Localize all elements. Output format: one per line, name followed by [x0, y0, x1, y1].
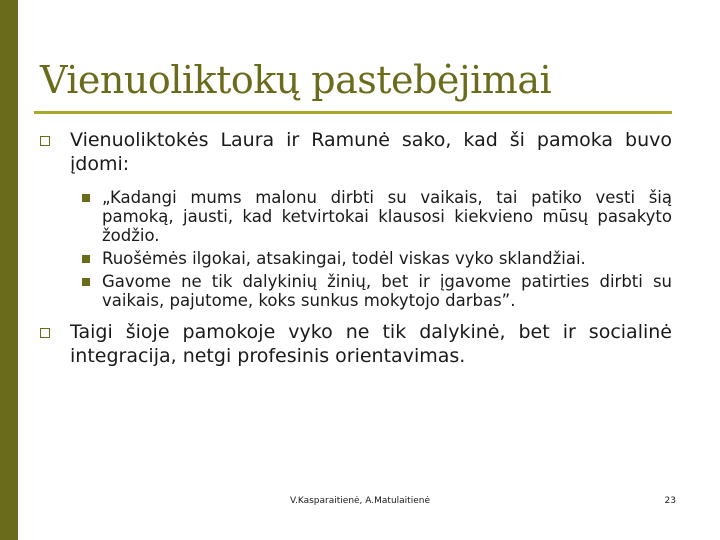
left-accent-bar [0, 0, 18, 540]
filled-square-bullet-icon [82, 194, 90, 202]
filled-square-bullet-icon [82, 278, 90, 286]
slide-content [40, 128, 672, 380]
sub-bullet-item-2 [70, 249, 672, 268]
square-bullet-icon [40, 328, 50, 338]
bullet-item-1 [40, 128, 672, 176]
title-underline [34, 111, 672, 114]
bullet-text: Vienuoliktokės Laura ir Ramunė sako, kad ši pamoka buvo įdomi: [70, 129, 672, 175]
square-bullet-icon [40, 136, 50, 146]
sub-bullet-text: „Kadangi mums malonu dirbti su vaikais, tai patiko vesti šią pamoką, jausti, kad ketvirtokai klausosi kiekvieno mūsų pasakyto žodžio. [102, 188, 672, 245]
sub-bullet-text: Gavome ne tik dalykinių žinių, bet ir įgavome patirties dirbti su vaikais, pajutome, koks sunkus mokytojo darbas”. [102, 272, 672, 310]
slide-title: Vienuoliktokų pastebėjimai [40, 58, 552, 102]
page-number: 23 [664, 496, 676, 506]
filled-square-bullet-icon [82, 255, 90, 263]
footer-author: V.Kasparaitienė, A.Matulaitienė [290, 496, 430, 506]
sub-bullet-item-3 [70, 272, 672, 310]
sub-bullet-text: Ruošėmės ilgokai, atsakingai, todėl viskas vyko sklandžiai. [102, 249, 586, 268]
sub-bullet-item-1 [70, 188, 672, 245]
sub-bullet-list [40, 188, 672, 310]
bullet-item-2 [40, 320, 672, 368]
bullet-text: Taigi šioje pamokoje vyko ne tik dalykinė, bet ir socialinė integracija, netgi profesinis orientavimas. [70, 321, 672, 367]
